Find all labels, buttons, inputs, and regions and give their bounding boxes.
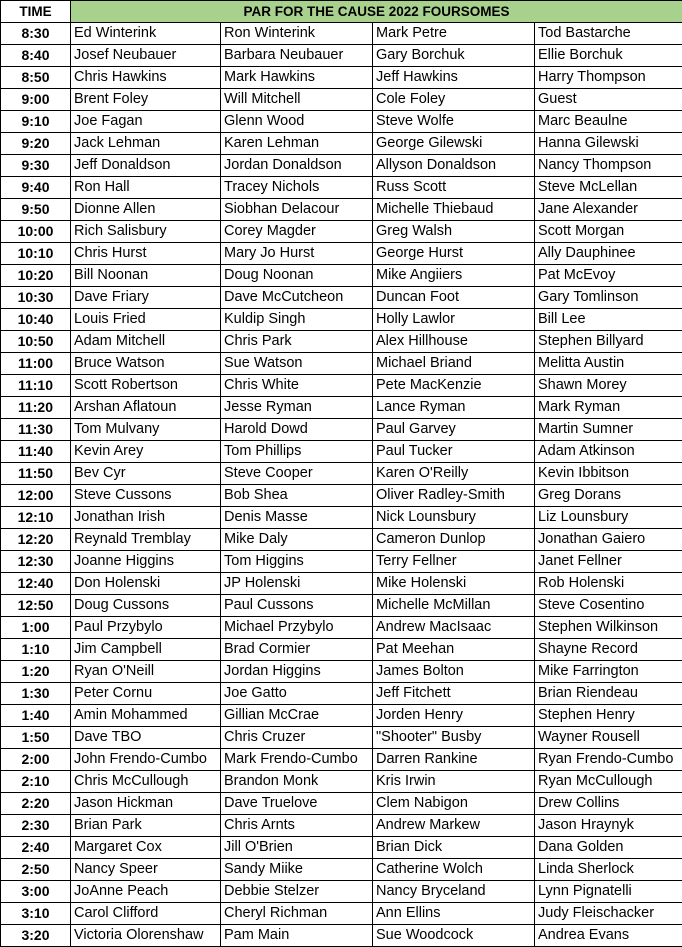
player-4-cell[interactable]: Jane Alexander (535, 199, 682, 221)
player-1-cell[interactable]: Chris Hurst (71, 243, 221, 265)
player-4-cell[interactable]: Gary Tomlinson (535, 287, 682, 309)
player-2-cell[interactable]: Paul Cussons (221, 595, 373, 617)
table-row (1, 881, 682, 903)
player-4-cell[interactable]: Ryan Frendo-Cumbo (535, 749, 682, 771)
player-3-cell[interactable]: Sue Woodcock (373, 925, 535, 947)
table-row (1, 639, 682, 661)
player-4-cell[interactable]: Jonathan Gaiero (535, 529, 682, 551)
player-3-cell[interactable]: Darren Rankine (373, 749, 535, 771)
player-4-cell[interactable]: Andrea Evans (535, 925, 682, 947)
player-3-cell[interactable]: Greg Walsh (373, 221, 535, 243)
table-row (1, 925, 682, 947)
table-row (1, 199, 682, 221)
player-2-cell[interactable]: Cheryl Richman (221, 903, 373, 925)
player-4-cell[interactable]: Wayner Rousell (535, 727, 682, 749)
player-4-cell[interactable]: Drew Collins (535, 793, 682, 815)
player-3-cell[interactable]: Andrew MacIsaac (373, 617, 535, 639)
player-2-cell[interactable]: Mark Hawkins (221, 67, 373, 89)
table-row (1, 133, 682, 155)
tee-time-cell[interactable]: 8:50 (1, 67, 71, 89)
player-3-cell[interactable]: Kris Irwin (373, 771, 535, 793)
player-2-cell[interactable]: Debbie Stelzer (221, 881, 373, 903)
player-1-cell[interactable]: Chris McCullough (71, 771, 221, 793)
player-1-cell[interactable]: Jack Lehman (71, 133, 221, 155)
player-3-cell[interactable]: Pat Meehan (373, 639, 535, 661)
player-2-cell[interactable]: Chris Arnts (221, 815, 373, 837)
player-1-cell[interactable]: Josef Neubauer (71, 45, 221, 67)
player-4-cell[interactable]: Steve McLellan (535, 177, 682, 199)
player-1-cell[interactable]: Kevin Arey (71, 441, 221, 463)
player-4-cell[interactable]: Judy Fleischacker (535, 903, 682, 925)
player-1-cell[interactable]: Jason Hickman (71, 793, 221, 815)
tee-time-cell[interactable]: 1:20 (1, 661, 71, 683)
player-3-cell[interactable]: Pete MacKenzie (373, 375, 535, 397)
player-4-cell[interactable]: Hanna Gilewski (535, 133, 682, 155)
player-4-cell[interactable]: Ryan McCullough (535, 771, 682, 793)
player-3-cell[interactable]: Nick Lounsbury (373, 507, 535, 529)
tee-time-cell[interactable]: 11:40 (1, 441, 71, 463)
table-row (1, 111, 682, 133)
player-4-cell[interactable]: Ellie Borchuk (535, 45, 682, 67)
table-row (1, 903, 682, 925)
player-4-cell[interactable]: Kevin Ibbitson (535, 463, 682, 485)
player-3-cell[interactable]: Ann Ellins (373, 903, 535, 925)
player-3-cell[interactable]: Catherine Wolch (373, 859, 535, 881)
player-4-cell[interactable]: Shayne Record (535, 639, 682, 661)
tee-time-cell[interactable]: 9:20 (1, 133, 71, 155)
player-2-cell[interactable]: Ron Winterink (221, 23, 373, 45)
table-row (1, 155, 682, 177)
tee-time-cell[interactable]: 10:10 (1, 243, 71, 265)
player-1-cell[interactable]: JoAnne Peach (71, 881, 221, 903)
tee-time-cell[interactable]: 2:10 (1, 771, 71, 793)
player-2-cell[interactable]: Joe Gatto (221, 683, 373, 705)
player-2-cell[interactable]: Glenn Wood (221, 111, 373, 133)
player-2-cell[interactable]: Doug Noonan (221, 265, 373, 287)
player-4-cell[interactable]: Ally Dauphinee (535, 243, 682, 265)
player-1-cell[interactable]: Adam Mitchell (71, 331, 221, 353)
player-1-cell[interactable]: Rich Salisbury (71, 221, 221, 243)
player-1-cell[interactable]: Brent Foley (71, 89, 221, 111)
player-1-cell[interactable]: Amin Mohammed (71, 705, 221, 727)
player-2-cell[interactable]: Sandy Miike (221, 859, 373, 881)
player-4-cell[interactable]: Bill Lee (535, 309, 682, 331)
table-row (1, 507, 682, 529)
player-4-cell[interactable]: Melitta Austin (535, 353, 682, 375)
player-2-cell[interactable]: Kuldip Singh (221, 309, 373, 331)
player-3-cell[interactable]: Michael Briand (373, 353, 535, 375)
player-4-cell[interactable]: Scott Morgan (535, 221, 682, 243)
player-4-cell[interactable]: Stephen Henry (535, 705, 682, 727)
tee-time-cell[interactable]: 3:20 (1, 925, 71, 947)
player-1-cell[interactable]: Bev Cyr (71, 463, 221, 485)
header-row (1, 1, 682, 23)
player-1-cell[interactable]: Louis Fried (71, 309, 221, 331)
player-4-cell[interactable]: Greg Dorans (535, 485, 682, 507)
tee-time-cell[interactable]: 2:00 (1, 749, 71, 771)
table-row (1, 397, 682, 419)
table-row (1, 837, 682, 859)
tee-time-cell[interactable]: 1:30 (1, 683, 71, 705)
player-1-cell[interactable]: Ryan O'Neill (71, 661, 221, 683)
table-row (1, 595, 682, 617)
player-2-cell[interactable]: Mike Daly (221, 529, 373, 551)
tee-time-cell[interactable]: 9:10 (1, 111, 71, 133)
player-3-cell[interactable]: Brian Dick (373, 837, 535, 859)
tee-time-cell[interactable]: 12:40 (1, 573, 71, 595)
player-4-cell[interactable]: Janet Fellner (535, 551, 682, 573)
player-4-cell[interactable]: Adam Atkinson (535, 441, 682, 463)
tee-time-cell[interactable]: 10:00 (1, 221, 71, 243)
player-3-cell[interactable]: Michelle Thiebaud (373, 199, 535, 221)
tee-time-cell[interactable]: 9:30 (1, 155, 71, 177)
player-4-cell[interactable]: Stephen Wilkinson (535, 617, 682, 639)
tee-time-cell[interactable]: 8:40 (1, 45, 71, 67)
tee-time-cell[interactable]: 2:50 (1, 859, 71, 881)
player-3-cell[interactable]: James Bolton (373, 661, 535, 683)
tee-time-cell[interactable]: 1:40 (1, 705, 71, 727)
player-2-cell[interactable]: Brad Cormier (221, 639, 373, 661)
player-2-cell[interactable]: Barbara Neubauer (221, 45, 373, 67)
player-4-cell[interactable]: Mike Farrington (535, 661, 682, 683)
player-1-cell[interactable]: Doug Cussons (71, 595, 221, 617)
player-1-cell[interactable]: Peter Cornu (71, 683, 221, 705)
table-row (1, 485, 682, 507)
player-2-cell[interactable]: Bob Shea (221, 485, 373, 507)
table-row (1, 265, 682, 287)
player-2-cell[interactable]: Jordan Higgins (221, 661, 373, 683)
player-3-cell[interactable]: Alex Hillhouse (373, 331, 535, 353)
player-1-cell[interactable]: Reynald Tremblay (71, 529, 221, 551)
player-2-cell[interactable]: Karen Lehman (221, 133, 373, 155)
player-3-cell[interactable]: Paul Tucker (373, 441, 535, 463)
player-3-cell[interactable]: Lance Ryman (373, 397, 535, 419)
player-1-cell[interactable]: Margaret Cox (71, 837, 221, 859)
player-4-cell[interactable]: Rob Holenski (535, 573, 682, 595)
player-2-cell[interactable]: Dave Truelove (221, 793, 373, 815)
player-2-cell[interactable]: Chris White (221, 375, 373, 397)
player-3-cell[interactable]: Gary Borchuk (373, 45, 535, 67)
player-3-cell[interactable]: Jorden Henry (373, 705, 535, 727)
player-3-cell[interactable]: Paul Garvey (373, 419, 535, 441)
player-2-cell[interactable]: Corey Magder (221, 221, 373, 243)
table-row (1, 463, 682, 485)
tee-time-cell[interactable]: 1:10 (1, 639, 71, 661)
tee-time-cell[interactable]: 10:20 (1, 265, 71, 287)
tee-time-cell[interactable]: 8:30 (1, 23, 71, 45)
table-row (1, 705, 682, 727)
table-row (1, 749, 682, 771)
player-1-cell[interactable]: Ed Winterink (71, 23, 221, 45)
table-row (1, 793, 682, 815)
player-1-cell[interactable]: Jim Campbell (71, 639, 221, 661)
table-row (1, 89, 682, 111)
player-1-cell[interactable]: Bill Noonan (71, 265, 221, 287)
player-2-cell[interactable]: Dave McCutcheon (221, 287, 373, 309)
player-1-cell[interactable]: Dionne Allen (71, 199, 221, 221)
table-row (1, 859, 682, 881)
player-3-cell[interactable]: Mark Petre (373, 23, 535, 45)
player-2-cell[interactable]: Mary Jo Hurst (221, 243, 373, 265)
player-4-cell[interactable]: Harry Thompson (535, 67, 682, 89)
player-3-cell[interactable]: Mike Holenski (373, 573, 535, 595)
player-3-cell[interactable]: Oliver Radley-Smith (373, 485, 535, 507)
table-row (1, 45, 682, 67)
table-row (1, 661, 682, 683)
player-1-cell[interactable]: Joanne Higgins (71, 551, 221, 573)
tee-time-cell[interactable]: 10:40 (1, 309, 71, 331)
tee-time-cell[interactable]: 12:30 (1, 551, 71, 573)
player-2-cell[interactable]: Mark Frendo-Cumbo (221, 749, 373, 771)
player-1-cell[interactable]: Scott Robertson (71, 375, 221, 397)
tee-time-cell[interactable]: 2:30 (1, 815, 71, 837)
player-4-cell[interactable]: Shawn Morey (535, 375, 682, 397)
tee-time-cell[interactable]: 11:00 (1, 353, 71, 375)
player-3-cell[interactable]: Michelle McMillan (373, 595, 535, 617)
player-1-cell[interactable]: Paul Przybylo (71, 617, 221, 639)
player-4-cell[interactable]: Dana Golden (535, 837, 682, 859)
player-2-cell[interactable]: Chris Park (221, 331, 373, 353)
player-1-cell[interactable]: Arshan Aflatoun (71, 397, 221, 419)
player-1-cell[interactable]: Tom Mulvany (71, 419, 221, 441)
table-row (1, 177, 682, 199)
player-3-cell[interactable]: Russ Scott (373, 177, 535, 199)
table-row (1, 221, 682, 243)
table-row (1, 573, 682, 595)
player-1-cell[interactable]: Jeff Donaldson (71, 155, 221, 177)
tee-time-cell[interactable]: 12:10 (1, 507, 71, 529)
tee-time-cell[interactable]: 10:50 (1, 331, 71, 353)
player-4-cell[interactable]: Jason Hraynyk (535, 815, 682, 837)
player-1-cell[interactable]: Nancy Speer (71, 859, 221, 881)
player-3-cell[interactable]: Karen O'Reilly (373, 463, 535, 485)
table-row (1, 419, 682, 441)
player-3-cell[interactable]: Nancy Bryceland (373, 881, 535, 903)
player-4-cell[interactable]: Tod Bastarche (535, 23, 682, 45)
player-1-cell[interactable]: Jonathan Irish (71, 507, 221, 529)
player-3-cell[interactable]: Steve Wolfe (373, 111, 535, 133)
player-2-cell[interactable]: Denis Masse (221, 507, 373, 529)
table-row (1, 815, 682, 837)
player-4-cell[interactable]: Guest (535, 89, 682, 111)
player-2-cell[interactable]: JP Holenski (221, 573, 373, 595)
tee-time-cell[interactable]: 9:50 (1, 199, 71, 221)
player-2-cell[interactable]: Siobhan Delacour (221, 199, 373, 221)
player-1-cell[interactable]: John Frendo-Cumbo (71, 749, 221, 771)
player-1-cell[interactable]: Dave TBO (71, 727, 221, 749)
table-row (1, 67, 682, 89)
tee-time-cell[interactable]: 12:50 (1, 595, 71, 617)
player-2-cell[interactable]: Jill O'Brien (221, 837, 373, 859)
tee-time-cell[interactable]: 1:50 (1, 727, 71, 749)
player-2-cell[interactable]: Will Mitchell (221, 89, 373, 111)
table-row (1, 529, 682, 551)
player-2-cell[interactable]: Gillian McCrae (221, 705, 373, 727)
player-3-cell[interactable]: George Gilewski (373, 133, 535, 155)
player-4-cell[interactable]: Marc Beaulne (535, 111, 682, 133)
player-3-cell[interactable]: Holly Lawlor (373, 309, 535, 331)
tee-time-cell[interactable]: 11:20 (1, 397, 71, 419)
player-3-cell[interactable]: Clem Nabigon (373, 793, 535, 815)
player-2-cell[interactable]: Jordan Donaldson (221, 155, 373, 177)
player-4-cell[interactable]: Liz Lounsbury (535, 507, 682, 529)
tee-time-cell[interactable]: 3:10 (1, 903, 71, 925)
table-row (1, 375, 682, 397)
player-4-cell[interactable]: Brian Riendeau (535, 683, 682, 705)
player-4-cell[interactable]: Mark Ryman (535, 397, 682, 419)
table-row (1, 331, 682, 353)
player-1-cell[interactable]: Don Holenski (71, 573, 221, 595)
table-row (1, 243, 682, 265)
table-row (1, 551, 682, 573)
player-4-cell[interactable]: Pat McEvoy (535, 265, 682, 287)
player-2-cell[interactable]: Harold Dowd (221, 419, 373, 441)
player-4-cell[interactable]: Stephen Billyard (535, 331, 682, 353)
player-2-cell[interactable]: Sue Watson (221, 353, 373, 375)
player-2-cell[interactable]: Tom Higgins (221, 551, 373, 573)
player-1-cell[interactable]: Brian Park (71, 815, 221, 837)
tee-time-cell[interactable]: 12:20 (1, 529, 71, 551)
player-4-cell[interactable]: Steve Cosentino (535, 595, 682, 617)
table-row (1, 309, 682, 331)
table-row (1, 441, 682, 463)
table-row (1, 771, 682, 793)
player-2-cell[interactable]: Chris Cruzer (221, 727, 373, 749)
tee-time-cell[interactable]: 2:20 (1, 793, 71, 815)
player-1-cell[interactable]: Ron Hall (71, 177, 221, 199)
tee-time-cell[interactable]: 9:40 (1, 177, 71, 199)
time-header[interactable]: TIME (1, 1, 71, 23)
player-2-cell[interactable]: Brandon Monk (221, 771, 373, 793)
player-3-cell[interactable]: Andrew Markew (373, 815, 535, 837)
tee-time-cell[interactable]: 12:00 (1, 485, 71, 507)
player-3-cell[interactable]: Duncan Foot (373, 287, 535, 309)
player-2-cell[interactable]: Steve Cooper (221, 463, 373, 485)
player-1-cell[interactable]: Victoria Olorenshaw (71, 925, 221, 947)
player-1-cell[interactable]: Joe Fagan (71, 111, 221, 133)
table-row (1, 287, 682, 309)
player-2-cell[interactable]: Tom Phillips (221, 441, 373, 463)
player-3-cell[interactable]: "Shooter" Busby (373, 727, 535, 749)
table-row (1, 617, 682, 639)
table-row (1, 683, 682, 705)
player-3-cell[interactable]: Jeff Hawkins (373, 67, 535, 89)
tee-time-cell[interactable]: 1:00 (1, 617, 71, 639)
player-1-cell[interactable]: Steve Cussons (71, 485, 221, 507)
player-1-cell[interactable]: Bruce Watson (71, 353, 221, 375)
player-1-cell[interactable]: Dave Friary (71, 287, 221, 309)
player-4-cell[interactable]: Nancy Thompson (535, 155, 682, 177)
sheet-title[interactable]: PAR FOR THE CAUSE 2022 FOURSOMES (71, 1, 682, 23)
player-3-cell[interactable]: Cole Foley (373, 89, 535, 111)
tee-time-cell[interactable]: 11:50 (1, 463, 71, 485)
table-row (1, 353, 682, 375)
tee-time-cell[interactable]: 11:30 (1, 419, 71, 441)
tee-time-cell[interactable]: 9:00 (1, 89, 71, 111)
tee-time-cell[interactable]: 10:30 (1, 287, 71, 309)
table-body (1, 23, 682, 947)
player-4-cell[interactable]: Lynn Pignatelli (535, 881, 682, 903)
tee-time-cell[interactable]: 11:10 (1, 375, 71, 397)
player-3-cell[interactable]: Mike Angiiers (373, 265, 535, 287)
table-row (1, 23, 682, 45)
player-3-cell[interactable]: Terry Fellner (373, 551, 535, 573)
player-4-cell[interactable]: Martin Sumner (535, 419, 682, 441)
player-4-cell[interactable]: Linda Sherlock (535, 859, 682, 881)
table-row (1, 727, 682, 749)
player-3-cell[interactable]: Cameron Dunlop (373, 529, 535, 551)
player-1-cell[interactable]: Chris Hawkins (71, 67, 221, 89)
player-3-cell[interactable]: George Hurst (373, 243, 535, 265)
player-2-cell[interactable]: Michael Przybylo (221, 617, 373, 639)
player-2-cell[interactable]: Tracey Nichols (221, 177, 373, 199)
player-2-cell[interactable]: Pam Main (221, 925, 373, 947)
player-3-cell[interactable]: Jeff Fitchett (373, 683, 535, 705)
player-2-cell[interactable]: Jesse Ryman (221, 397, 373, 419)
tee-time-cell[interactable]: 3:00 (1, 881, 71, 903)
player-3-cell[interactable]: Allyson Donaldson (373, 155, 535, 177)
player-1-cell[interactable]: Carol Clifford (71, 903, 221, 925)
tee-time-cell[interactable]: 2:40 (1, 837, 71, 859)
